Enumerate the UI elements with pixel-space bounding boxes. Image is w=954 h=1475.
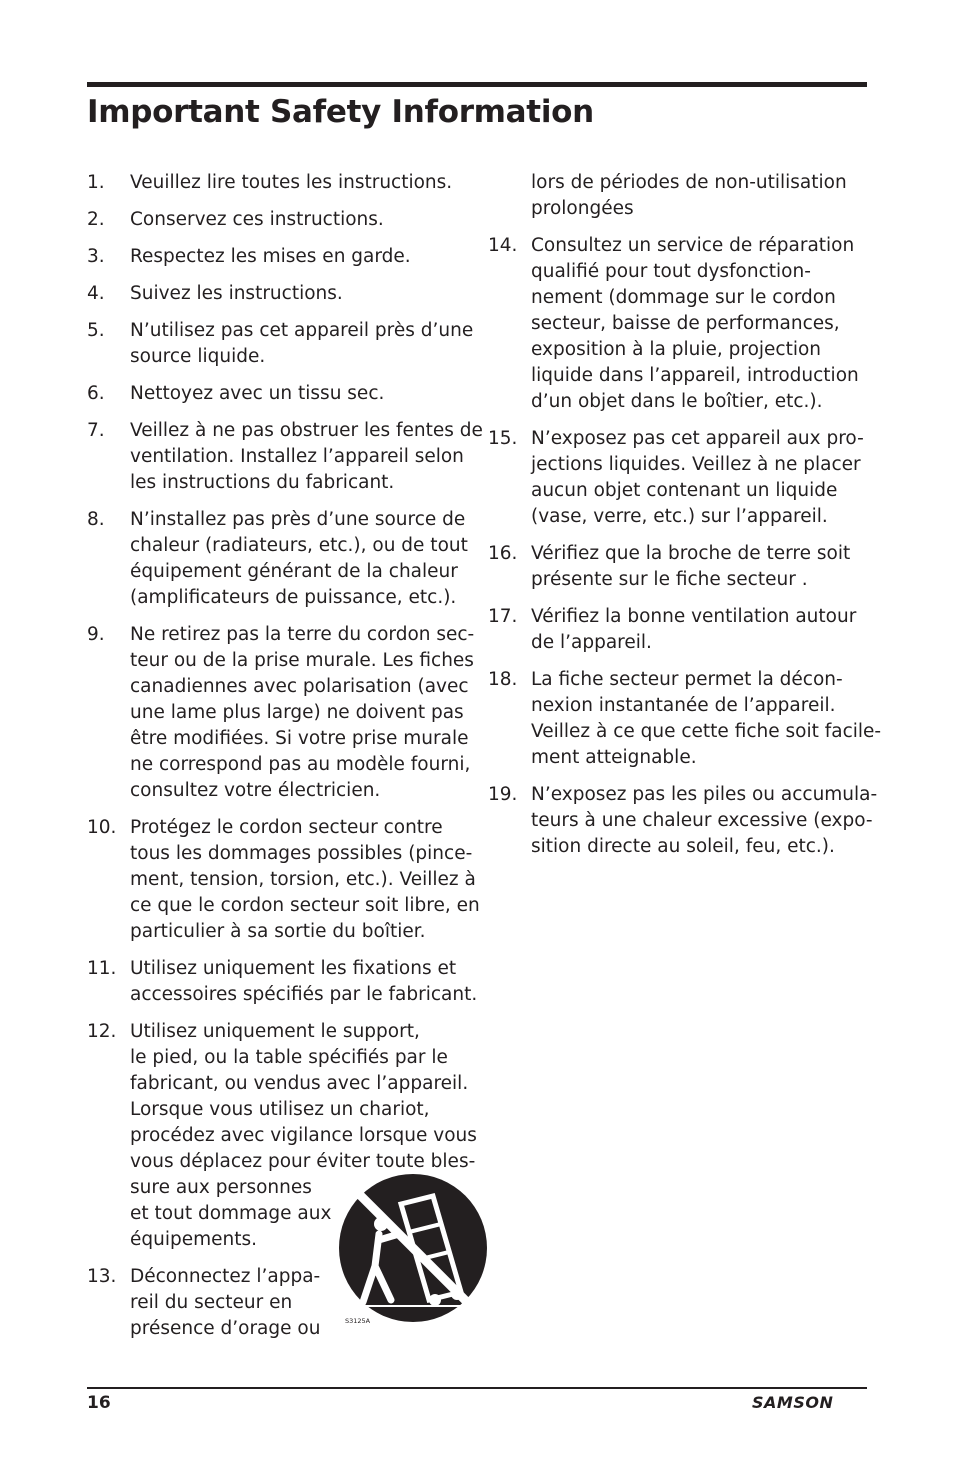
item-number: 8. <box>87 509 105 530</box>
item-text-line: d’un objet dans le boîtier, etc.). <box>531 391 823 412</box>
item-text-line: liquide dans l’appareil, introduction <box>531 365 859 386</box>
item-text-line: Déconnectez l’appa- <box>130 1266 321 1287</box>
list-item <box>87 318 474 370</box>
item-text-line: consultez votre électricien. <box>130 780 381 801</box>
item-text-line: le pied, ou la table spécifiés par le <box>130 1047 448 1068</box>
list-item <box>87 418 483 496</box>
continuation-line: prolongées <box>531 198 634 219</box>
item-text-line: présence d’orage ou <box>130 1318 321 1339</box>
item-text-line: source liquide. <box>130 346 266 367</box>
item-text-line: canadiennes avec polarisation (avec <box>130 676 469 697</box>
item-text-line: reil du secteur en <box>130 1292 293 1313</box>
item-text-line: nexion instantanée de l’appareil. <box>531 695 836 716</box>
item-text-line: (amplificateurs de puissance, etc.). <box>130 587 457 608</box>
item-number: 10. <box>87 817 117 838</box>
item-text-line: les instructions du fabricant. <box>130 472 395 493</box>
item-text-line: une lame plus large) ne doivent pas <box>130 702 464 723</box>
item-number: 4. <box>87 283 105 304</box>
item-number: 16. <box>488 543 518 564</box>
footer-rule <box>87 1387 867 1389</box>
item-text-line: teur ou de la prise murale. Les fiches <box>130 650 474 671</box>
item-text-line: aucun objet contenant un liquide <box>531 480 838 501</box>
list-item <box>87 507 467 611</box>
item-number: 5. <box>87 320 105 341</box>
item-number: 9. <box>87 624 105 645</box>
item-text-line: N’exposez pas cet appareil aux pro- <box>531 428 864 449</box>
page-title: Important Safety Information <box>87 94 594 130</box>
item-text-line: secteur, baisse de performances, <box>531 313 840 334</box>
item-text-line: tous les dommages possibles (pince- <box>130 843 473 864</box>
item-text-line: N’installez pas près d’une source de <box>130 509 466 530</box>
item-text-line: équipement générant de la chaleur <box>130 561 458 582</box>
item-text-line: sure aux personnes <box>130 1177 312 1198</box>
item-text-line: N’utilisez pas cet appareil près d’une <box>130 320 474 341</box>
item-text-line: teurs à une chaleur excessive (expo- <box>531 810 873 831</box>
item-text-line: vous déplacez pour éviter toute bles- <box>130 1151 476 1172</box>
item-text-line: Utilisez uniquement le support, <box>130 1021 420 1042</box>
item-text-line: Protégez le cordon secteur contre <box>130 817 443 838</box>
list-item <box>87 170 467 196</box>
item-text-line: équipements. <box>130 1229 258 1250</box>
list-item <box>87 622 475 804</box>
figure-code: S3125A <box>345 1317 371 1325</box>
item-13-continuation <box>488 170 868 222</box>
item-text-line: sition directe au soleil, feu, etc.). <box>531 836 835 857</box>
item-number: 14. <box>488 235 518 256</box>
item-number: 3. <box>87 246 105 267</box>
item-number: 17. <box>488 606 518 627</box>
header-rule <box>87 82 867 87</box>
item-text-line: fabricant, ou vendus avec l’appareil. <box>130 1073 469 1094</box>
list-item <box>87 244 467 270</box>
item-text-line: particulier à sa sortie du boîtier. <box>130 921 426 942</box>
item-text-line: nement (dommage sur le cordon <box>531 287 836 308</box>
item-text-line: ne correspond pas au modèle fourni, <box>130 754 471 775</box>
item-text-line: La fiche secteur permet la décon- <box>531 669 843 690</box>
item-text-line: Ne retirez pas la terre du cordon sec- <box>130 624 475 645</box>
right-column <box>488 170 882 871</box>
item-text-line: accessoires spécifiés par le fabricant. <box>130 984 478 1005</box>
item-text-line: Lorsque vous utilisez un chariot, <box>130 1099 430 1120</box>
item-number: 1. <box>87 172 105 193</box>
item-text-line: ce que le cordon secteur soit libre, en <box>130 895 480 916</box>
item-text-line: ment atteignable. <box>531 747 697 768</box>
item-text-line: ventilation. Installez l’appareil selon <box>130 446 464 467</box>
item-text-line: Veillez à ce que cette fiche soit facile- <box>531 721 882 742</box>
item-number: 18. <box>488 669 518 690</box>
item-text-line: Consultez un service de réparation <box>531 235 855 256</box>
samson-logo: SAMSON <box>752 1393 834 1412</box>
item-text-line: N’exposez pas les piles ou accumula- <box>531 784 878 805</box>
list-item <box>87 281 467 307</box>
item-text-line: Respectez les mises en garde. <box>130 246 411 267</box>
list-item <box>488 782 878 860</box>
item-number: 13. <box>87 1266 117 1287</box>
item-text-line: présente sur le fiche secteur . <box>531 569 808 590</box>
list-item <box>87 956 478 1008</box>
item-text-line: être modifiées. Si votre prise murale <box>130 728 469 749</box>
item-text-line: ment, tension, torsion, etc.). Veillez à <box>130 869 476 890</box>
list-item <box>87 207 467 233</box>
list-item <box>488 233 868 415</box>
item-text-line: chaleur (radiateurs, etc.), ou de tout <box>130 535 468 556</box>
continuation-line: lors de périodes de non-utilisation <box>531 172 847 193</box>
item-text-line: et tout dommage aux <box>130 1203 332 1224</box>
item-text-line: Vérifiez que la broche de terre soit <box>531 543 851 564</box>
page-number: 16 <box>87 1393 111 1413</box>
item-text-line: Vérifiez la bonne ventilation autour <box>531 606 857 627</box>
item-number: 7. <box>87 420 105 441</box>
list-item <box>87 381 467 407</box>
item-text-line: Utilisez uniquement les fixations et <box>130 958 457 979</box>
item-text-line: Veillez à ne pas obstruer les fentes de <box>130 420 483 441</box>
item-number: 19. <box>488 784 518 805</box>
list-item <box>488 426 868 530</box>
item-text-line: qualifié pour tout dysfonction- <box>531 261 811 282</box>
list-item <box>488 604 868 656</box>
list-item <box>87 815 480 945</box>
item-number: 2. <box>87 209 105 230</box>
item-text-line: Conservez ces instructions. <box>130 209 384 230</box>
item-text-line: Nettoyez avec un tissu sec. <box>130 383 385 404</box>
item-number: 15. <box>488 428 518 449</box>
item-text-line: (vase, verre, etc.) sur l’appareil. <box>531 506 828 527</box>
item-text-line: procédez avec vigilance lorsque vous <box>130 1125 477 1146</box>
item-text-line: jections liquides. Veillez à ne placer <box>531 454 861 475</box>
item-number: 6. <box>87 383 105 404</box>
item-text-line: Veuillez lire toutes les instructions. <box>130 172 453 193</box>
cart-warning-icon <box>337 1174 489 1324</box>
item-text-line: Suivez les instructions. <box>130 283 343 304</box>
list-item <box>488 541 868 593</box>
item-text-line: de l’appareil. <box>531 632 652 653</box>
item-number: 11. <box>87 958 117 979</box>
list-item <box>488 667 882 771</box>
item-number: 12. <box>87 1021 117 1042</box>
item-text-line: exposition à la pluie, projection <box>531 339 822 360</box>
